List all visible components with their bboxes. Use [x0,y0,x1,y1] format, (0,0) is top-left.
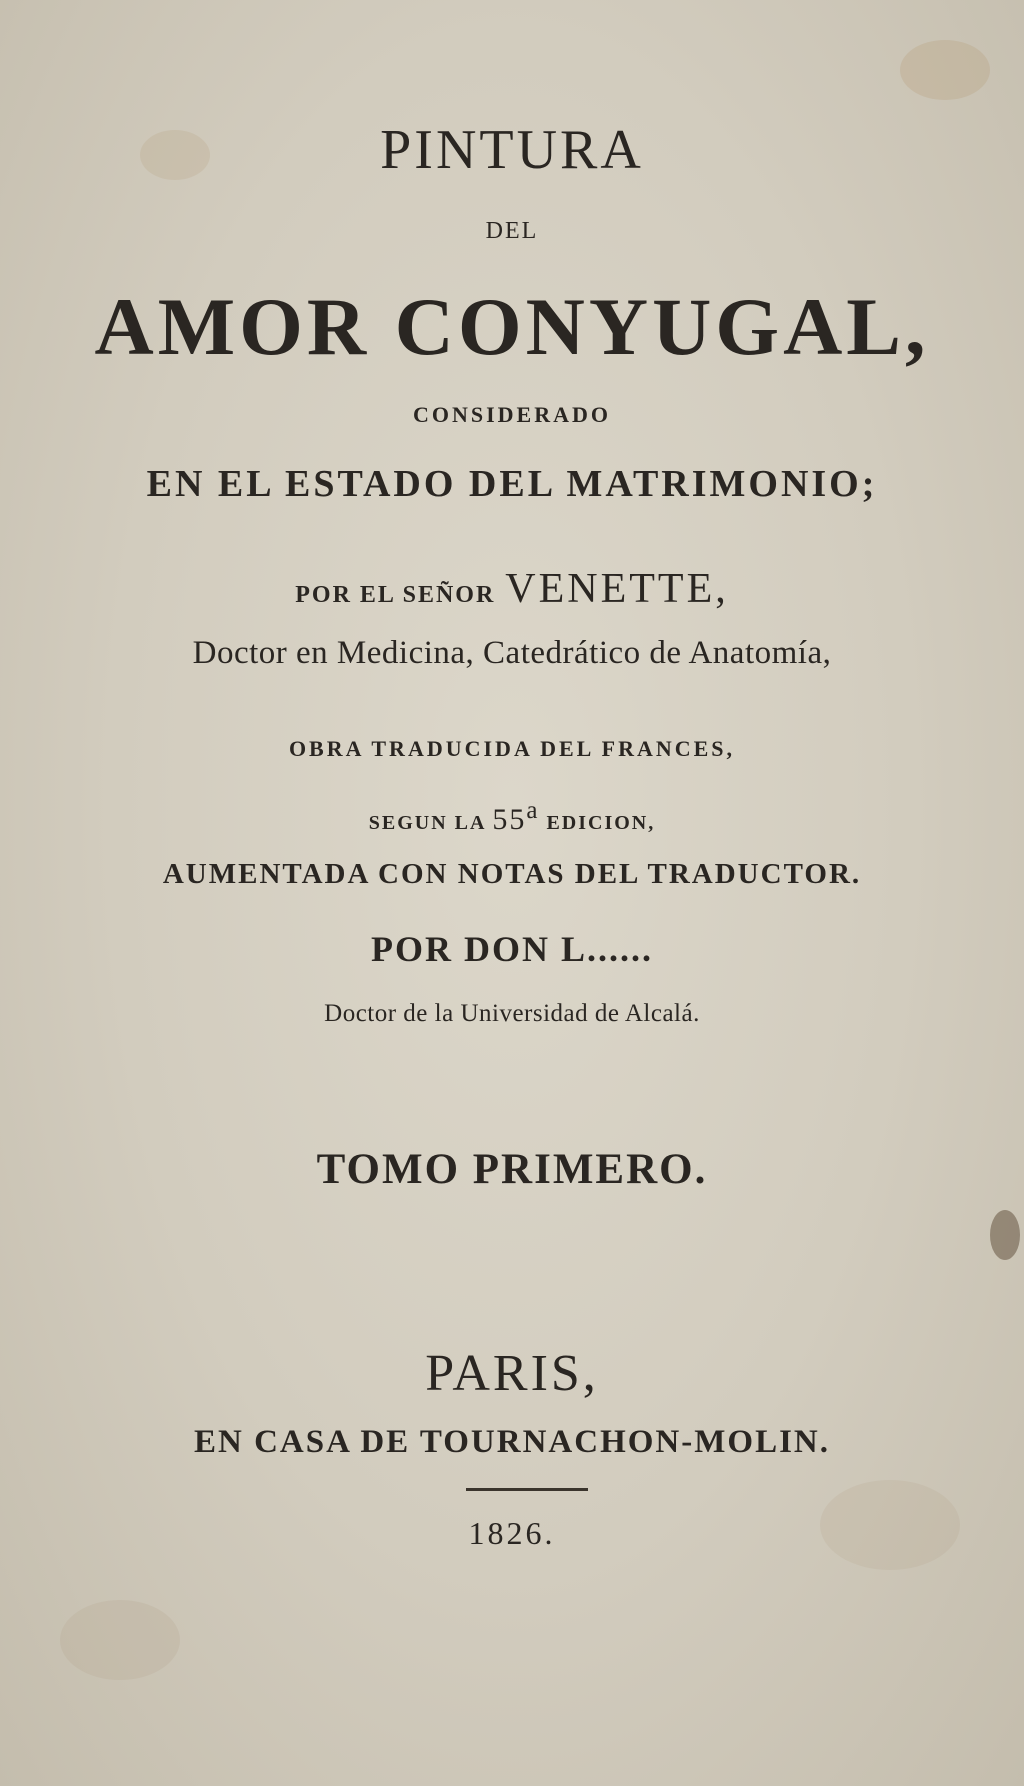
augmented-note: AUMENTADA CON NOTAS DEL TRADUCTOR. [162,858,862,890]
stain-spot [900,40,990,100]
translator-line: POR DON L...... [371,929,653,969]
edition-superscript: a [526,797,540,824]
edition-number [492,797,540,836]
edition-line [0,797,1024,837]
subtitle-considerado: CONSIDERADO [412,402,612,427]
edition-suffix: EDICION, [546,812,656,834]
translator-description: Doctor de la Universidad de Alcalá. [324,1000,700,1027]
volume-label: TOMO PRIMERO. [316,1146,708,1193]
imprint-rule [466,1488,588,1491]
title-line-pintura: PINTURA [380,119,644,181]
title-line-del: DEL [485,218,539,244]
imprint-publisher: EN CASA DE TOURNACHON-MOLIN. [193,1424,830,1460]
stain-spot [60,1600,180,1680]
translation-note: OBRA TRADUCIDA DEL FRANCES, [288,736,736,761]
imprint-year: 1826. [468,1515,556,1551]
imprint-city: PARIS, [425,1345,599,1402]
title-line-amor-conyugal: AMOR CONYUGAL, [94,281,930,372]
author-prefix: POR EL SEÑOR [295,582,496,608]
edition-number-value: 55 [492,803,527,836]
stain-spot [990,1210,1020,1260]
edition-prefix: SEGUN LA [368,812,486,834]
author-name: VENETTE, [505,566,729,612]
author-line [0,565,1024,613]
subtitle-estado-matrimonio: EN EL ESTADO DEL MATRIMONIO; [146,463,878,505]
author-description: Doctor en Medicina, Catedrático de Anatomía, [192,635,832,671]
